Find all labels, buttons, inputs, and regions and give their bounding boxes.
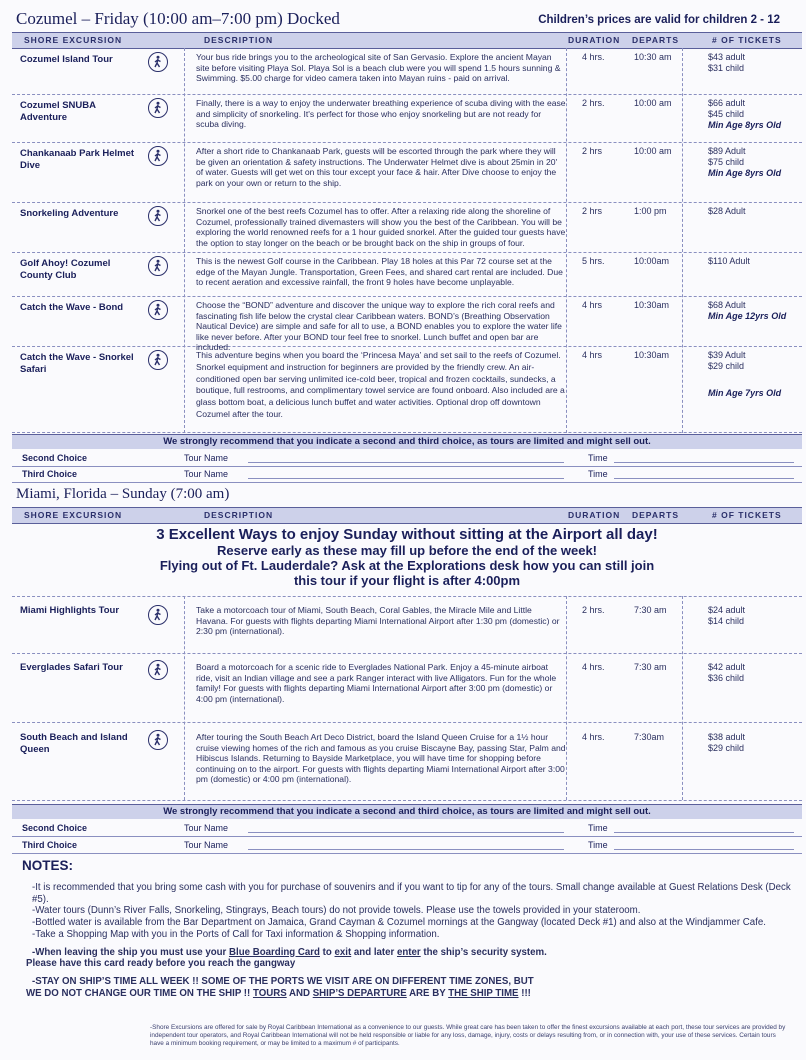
tour-description: Take a motorcoach tour of Miami, South Beach, Coral Gables, the Miracle Mile and Little Havana. For guests with flights departing Miami International Airport after 1:30 pm (domestic) or 2:30 pm (international). (196, 605, 560, 637)
note-towels: -Water tours (Dunn’s River Falls, Snorkeling, Stingrays, Beach tours) do not provide towels. Please use the towels provided in your stateroom. (32, 905, 641, 917)
miami-title: Miami, Florida – Sunday (7:00 am) (16, 486, 230, 502)
tour-departs: 10:30am (634, 350, 670, 360)
price-child: $14 child (708, 616, 745, 626)
cozumel-title: Cozumel – Friday (10:00 am–7:00 pm) Docked (16, 9, 340, 28)
time-field[interactable] (614, 849, 794, 850)
min-age: Min Age 8yrs Old (708, 168, 782, 178)
col-departs: DEPARTS (632, 510, 679, 520)
second-choice-line[interactable] (12, 820, 802, 837)
note-water: -Bottled water is available from the Bar Department on Jamaica, Grand Cayman & Cozumel mornings at the Gangway (located Deck #1) and also at the Windjammer Cafe. (32, 917, 766, 929)
tour-duration: 4 hrs. (582, 662, 605, 672)
tour-name-label: Tour Name (184, 469, 229, 479)
tour-duration: 2 hrs. (582, 98, 605, 108)
children-price-note: Children’s prices are valid for children 2 - 12 (538, 14, 780, 26)
tour-departs: 10:30 am (634, 52, 672, 62)
time-label: Time (588, 453, 608, 463)
second-choice-label: Second Choice (22, 453, 88, 463)
second-choice-line[interactable] (12, 450, 802, 467)
price-child: $29 child (708, 743, 745, 753)
tour-departs: 10:00 am (634, 98, 672, 108)
price-adult: $68 Adult (708, 300, 746, 310)
tour-row[interactable] (12, 722, 802, 801)
tour-name-label: Tour Name (184, 823, 229, 833)
price-child: $75 child (708, 157, 745, 167)
tour-name: Cozumel SNUBA Adventure (20, 100, 96, 123)
tour-row[interactable] (12, 202, 802, 253)
walking-person-icon (148, 146, 168, 166)
miami-column-header (12, 507, 802, 524)
tour-departs: 7:30 am (634, 662, 667, 672)
price-adult: $24 adult (708, 605, 746, 615)
col-tickets: # OF TICKETS (712, 35, 782, 45)
col-duration: DURATION (568, 510, 621, 520)
tour-name-label: Tour Name (184, 840, 229, 850)
note-boarding-card: -When leaving the ship you must use your Blue Boarding Card to exit and later enter the ship’s security system. (32, 946, 547, 958)
tour-row[interactable] (12, 94, 802, 143)
tour-row[interactable] (12, 48, 802, 95)
tour-prices[interactable] (708, 350, 781, 399)
promo-line: this tour if your flight is after 4:00pm (293, 573, 521, 588)
col-duration: DURATION (568, 35, 621, 45)
walking-person-icon (148, 350, 168, 370)
tour-prices[interactable] (708, 146, 781, 179)
tour-duration: 4 hrs. (582, 52, 605, 62)
min-age: Min Age 7yrs Old (708, 388, 782, 398)
recommend-banner: We strongly recommend that you indicate a second and third choice, as tours are limited and might sell out. (12, 804, 802, 819)
tour-duration: 4 hrs. (582, 732, 605, 742)
walking-person-icon (148, 660, 168, 680)
tour-duration: 4 hrs (582, 350, 603, 360)
recommend-banner: We strongly recommend that you indicate a second and third choice, as tours are limited and might sell out. (12, 434, 802, 449)
tour-name: Catch the Wave - Bond (20, 302, 124, 313)
tour-row[interactable] (12, 346, 802, 433)
disclaimer: -Shore Excursions are offered for sale by Royal Caribbean International as a convenience to our guests. While great care has been taken to offer the finest excursions available at each port, these tour services are provided by independent tour operators, and Royal Caribbean International will not be held responsible or liable for any loss, damage, injury, costs or delays resulting from, or in connection with, your use of these services. Certain tours have a minimum booking requirement, or may be limited to a maximum # of participants. (150, 1024, 786, 1047)
cozumel-column-header (12, 32, 802, 49)
tour-prices[interactable] (708, 206, 746, 217)
tour-duration: 2 hrs (582, 146, 603, 156)
tour-description: Snorkel one of the best reefs Cozumel has to offer. After a relaxing ride along the shoreline of Cozumel, professionally trained divemasters will show you the best of the Caribbean. You will be exploring the world renowned reefs for a 1 hour guided snorkel. After the guided tour guests have the option to stay longer on the beach or be brought back on the ship in groups of four. (196, 206, 566, 248)
time-label: Time (588, 840, 608, 850)
col-shore-excursion: SHORE EXCURSION (24, 35, 123, 45)
third-choice-line[interactable] (12, 837, 802, 854)
price-child: $31 child (708, 63, 745, 73)
tour-name: Cozumel Island Tour (20, 54, 113, 65)
col-tickets: # OF TICKETS (712, 510, 782, 520)
walking-person-icon (148, 730, 168, 750)
walking-person-icon (148, 300, 168, 320)
tour-description: After a short ride to Chankanaab Park, guests will be escorted through the park where they will be given an orientation & safety instructions. The Underwater Helmet dive is about 25min in 20' of water. Guests will get wet on this tour except your face & hair. After Dive choose to enjoy the park on your own or return to the ship. (196, 146, 558, 188)
tour-departs: 7:30am (634, 732, 665, 742)
walking-person-icon (148, 206, 168, 226)
price-adult: $39 Adult (708, 350, 746, 360)
miami-promo (12, 526, 802, 588)
second-choice-label: Second Choice (22, 823, 88, 833)
price-adult: $42 adult (708, 662, 746, 672)
note-gangway: Please have this card ready before you reach the gangway (26, 958, 296, 970)
tour-prices[interactable] (708, 732, 745, 754)
tour-row[interactable] (12, 652, 802, 723)
time-field[interactable] (614, 478, 794, 479)
price-adult: $28 Adult (708, 206, 746, 216)
promo-line: Flying out of Ft. Lauderdale? Ask at the Explorations desk how you can still join (159, 558, 655, 573)
tour-departs: 7:30 am (634, 605, 667, 615)
tour-name: Everglades Safari Tour (20, 662, 123, 673)
walking-person-icon (148, 605, 168, 625)
walking-person-icon (148, 52, 168, 72)
price-child: $45 child (708, 109, 745, 119)
min-age: Min Age 12yrs Old (708, 311, 787, 321)
tour-row[interactable] (12, 142, 802, 203)
tour-row[interactable] (12, 252, 802, 297)
min-age: Min Age 8yrs Old (708, 120, 782, 130)
third-choice-label: Third Choice (22, 469, 78, 479)
tour-description: This adventure begins when you board the ‘Princesa Maya’ and set sail to the reefs of Cozumel. Snorkel equipment and instruction for beginners are provided by the friendly crew. An air-conditioned open bar serving unlimited ice-cold beer, tropical and frozen cocktails, sundecks, a boutique, full restrooms, and complimentary towel service are found onboard. Also included are a glass bottom boat, a delicious lunch buffet and water activities. Optional drop off downtown Cozumel after the tour. (196, 350, 565, 419)
tour-name: Catch the Wave - Snorkel Safari (20, 352, 134, 375)
promo-headline: 3 Excellent Ways to enjoy Sunday without sitting at the Airport all day! (156, 526, 658, 543)
note-shopping-map: -Take a Shopping Map with you in the Ports of Call for Taxi information & Shopping information. (32, 928, 440, 940)
tour-description: Board a motorcoach for a scenic ride to Everglades National Park. Enjoy a 45-minute airboat ride, visit an Indian village and see a park Ranger interact with live Alligators. Fun for the whole family! For guests with flights departing Miami International Airport after 3:00 pm (domestic) or 4:00 pm (international). (196, 662, 557, 704)
tour-description: This is the newest Golf course in the Caribbean. Play 18 holes at this Par 72 course set at the edge of the Mayan Jungle. Transportation, Green Fees, and shared cart rental are included. Due to recent aeration and excessive rainfall, the front 9 holes have become unplayable. (196, 256, 563, 288)
tour-name: Chankanaab Park Helmet Dive (20, 148, 135, 171)
price-adult: $89 Adult (708, 146, 746, 156)
time-label: Time (588, 469, 608, 479)
price-child: $36 child (708, 673, 745, 683)
third-choice-line[interactable] (12, 466, 802, 483)
note-cash: -It is recommended that you bring some cash with you for purchase of souvenirs and if you want to tip for any of the tours. Small change available at Guest Relations Desk (Deck #5). (32, 882, 791, 905)
tour-departs: 10:00 am (634, 146, 672, 156)
tour-prices[interactable] (708, 256, 750, 267)
notes-body (22, 882, 797, 999)
col-departs: DEPARTS (632, 35, 679, 45)
price-child: $29 child (708, 361, 745, 371)
price-adult: $66 adult (708, 98, 746, 108)
tour-departs: 10:00am (634, 256, 670, 266)
tour-name-label: Tour Name (184, 453, 229, 463)
tour-name-field[interactable] (248, 462, 564, 463)
tour-name: Snorkeling Adventure (20, 208, 119, 219)
price-adult: $43 adult (708, 52, 746, 62)
tour-name: Miami Highlights Tour (20, 605, 120, 616)
time-field[interactable] (614, 462, 794, 463)
tour-departs: 10:30am (634, 300, 670, 310)
tour-prices[interactable] (708, 98, 781, 131)
tour-prices[interactable] (708, 605, 745, 627)
col-description: DESCRIPTION (204, 510, 274, 520)
tour-row[interactable] (12, 596, 802, 654)
tour-prices[interactable] (708, 52, 745, 74)
walking-person-icon (148, 256, 168, 276)
tour-duration: 4 hrs (582, 300, 603, 310)
tour-description: Finally, there is a way to enjoy the underwater breathing experience of scuba diving with the ease and simplicity of snorkeling. It's perfect for those who enjoy snorkeling but are not ready for scuba diving. (196, 98, 566, 130)
note-ship-time: -STAY ON SHIP’S TIME ALL WEEK !! SOME OF THE PORTS WE VISIT ARE ON DIFFERENT TIME ZONES, BUT (32, 975, 534, 987)
tour-name-field[interactable] (248, 849, 564, 850)
note-ship-time-2: WE DO NOT CHANGE OUR TIME ON THE SHIP !! TOURS AND SHIP’S DEPARTURE ARE BY THE SHIP TIME !!! (26, 987, 531, 999)
tour-description: Your bus ride brings you to the archeological site of San Gervasio. Explore the ancient Mayan site before visiting Playa Sol. Playa Sol is a beach club were you will spend 1.5 hours sunning & Swimming. $5.00 charge for video camera taken into Mayan ruins - paid on arrival. (196, 52, 561, 84)
tour-name-field[interactable] (248, 832, 564, 833)
tour-name-field[interactable] (248, 478, 564, 479)
tour-name: Golf Ahoy! Cozumel County Club (20, 258, 111, 281)
tour-departs: 1:00 pm (634, 206, 667, 216)
walking-person-icon (148, 98, 168, 118)
col-description: DESCRIPTION (204, 35, 274, 45)
tour-duration: 2 hrs (582, 206, 603, 216)
third-choice-label: Third Choice (22, 840, 78, 850)
tour-prices[interactable] (708, 300, 786, 322)
time-label: Time (588, 823, 608, 833)
time-field[interactable] (614, 832, 794, 833)
tour-row[interactable] (12, 296, 802, 353)
notes-heading: NOTES: (22, 858, 74, 873)
tour-description: Choose the “BOND” adventure and discover the unique way to explore the rich coral reefs and fascinating fish life below the crystal clear Caribbean waters. BOND’s (Breathing Observation Nautical Device) are simple and safe for all to use, a BOND enables you to explore the water life like never before. After your BOND tour feel free to snorkel. Lunch buffet and open bar are included. (196, 300, 562, 353)
price-adult: $38 adult (708, 732, 746, 742)
tour-duration: 5 hrs. (582, 256, 605, 266)
col-shore-excursion: SHORE EXCURSION (24, 510, 123, 520)
tour-name: South Beach and Island Queen (20, 732, 128, 755)
tour-prices[interactable] (708, 662, 745, 684)
promo-line: Reserve early as these may fill up before the end of the week! (216, 543, 598, 558)
tour-description: After touring the South Beach Art Deco District, board the Island Queen Cruise for a 1½ hour cruise viewing homes of the rich and famous as you cruise Biscayne Bay, passing Star, Palm and Hibiscus Islands. Returning to Bayside Marketplace, you will have time for shopping before continuing on to the airport. For guests with flights departing Miami International Airport after 3:00 pm (domestic) or 4:00 pm (international). (196, 732, 566, 785)
price-adult: $110 Adult (708, 256, 750, 266)
tour-duration: 2 hrs. (582, 605, 605, 615)
